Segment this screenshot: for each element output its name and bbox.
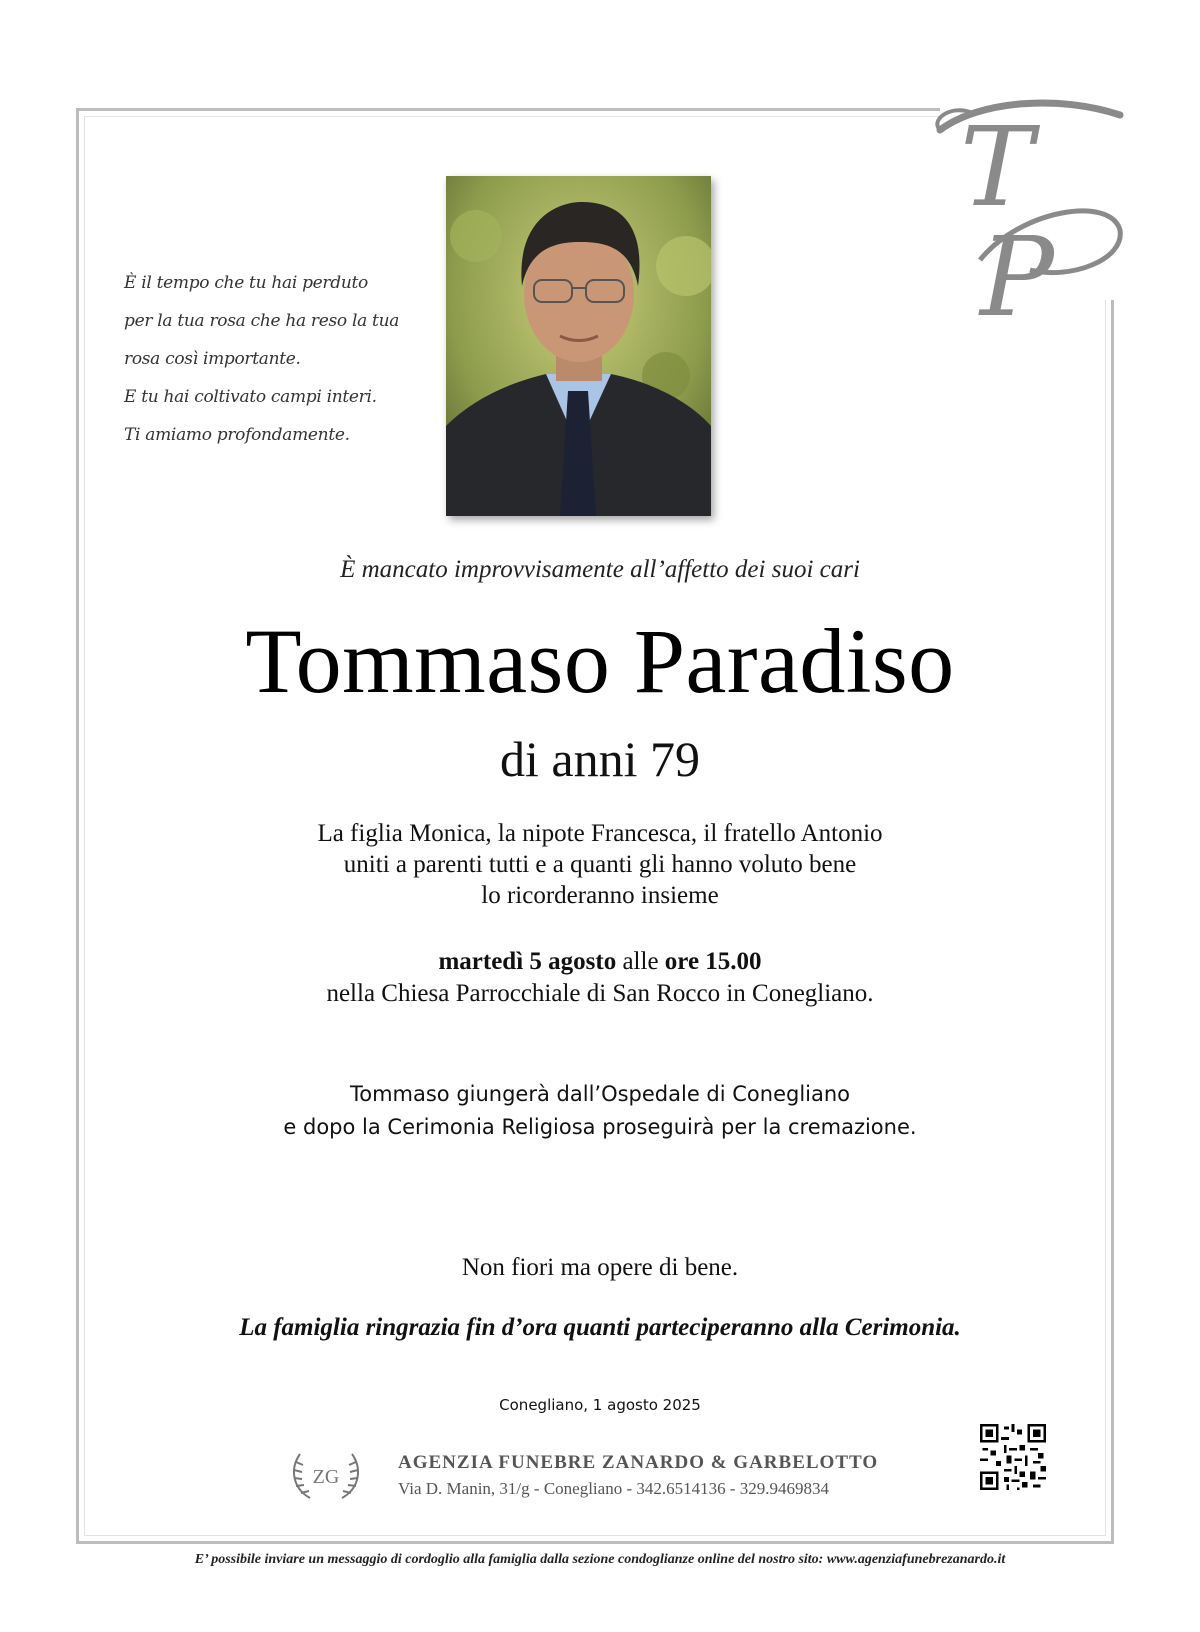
family-line: uniti a parenti tutti e a quanti gli hanno voluto bene <box>343 851 857 878</box>
ceremony-connector: alle <box>616 948 665 975</box>
agency-name: AGENZIA FUNEBRE ZANARDO & GARBELOTTO <box>398 1452 879 1473</box>
poem-line: rosa così importante. <box>124 349 301 369</box>
agency-logo <box>288 1450 364 1502</box>
portrait-photo <box>446 176 711 516</box>
ceremony-location: nella Chiesa Parrocchiale di San Rocco in Conegliano. <box>326 980 874 1007</box>
family-line: La figlia Monica, la nipote Francesca, il fratello Antonio <box>317 820 883 847</box>
ceremony-time: ore 15.00 <box>664 948 762 975</box>
poem <box>124 264 424 454</box>
agency-logo-initials: ZG <box>312 1466 340 1488</box>
poem-line: È il tempo che tu hai perduto <box>124 273 368 293</box>
monogram-letter-t: T <box>960 103 1034 231</box>
transport-info <box>0 1078 1200 1144</box>
ceremony-datetime <box>0 946 1200 978</box>
family-message <box>0 818 1200 911</box>
family-line: lo ricorderanno insieme <box>481 882 719 909</box>
place-date: Conegliano, 1 agosto 2025 <box>499 1396 701 1414</box>
intro-text: È mancato improvvisamente all’affetto dei suoi cari <box>340 556 860 583</box>
flowers-note: Non fiori ma opere di bene. <box>461 1254 739 1281</box>
poem-line: E tu hai coltivato campi interi. <box>124 387 377 407</box>
thanks-note: La famiglia ringrazia fin d’ora quanti parteciperanno alla Cerimonia. <box>239 1314 961 1341</box>
poem-line: Ti amiamo profondamente. <box>124 425 350 445</box>
deceased-name: Tommaso Paradiso <box>245 610 955 712</box>
monogram <box>920 90 1130 330</box>
transport-line: e dopo la Cerimonia Religiosa proseguirà per la cremazione. <box>283 1115 917 1139</box>
deceased-age: di anni 79 <box>500 731 700 787</box>
transport-line: Tommaso giungerà dall’Ospedale di Conegliano <box>349 1082 851 1106</box>
qr-code[interactable] <box>980 1424 1046 1490</box>
monogram-letter-p: P <box>980 213 1055 330</box>
ceremony-info <box>0 946 1200 1010</box>
footer-note: E’ possibile inviare un messaggio di cordoglio alla famiglia dalla sezione condoglianze online del nostro sito: www.agenziafunebrezanardo.it <box>194 1552 1006 1567</box>
agency-address: Via D. Manin, 31/g - Conegliano - 342.6514136 - 329.9469834 <box>398 1479 830 1498</box>
poem-line: per la tua rosa che ha reso la tua <box>124 311 400 331</box>
ceremony-day: martedì 5 agosto <box>438 948 617 975</box>
